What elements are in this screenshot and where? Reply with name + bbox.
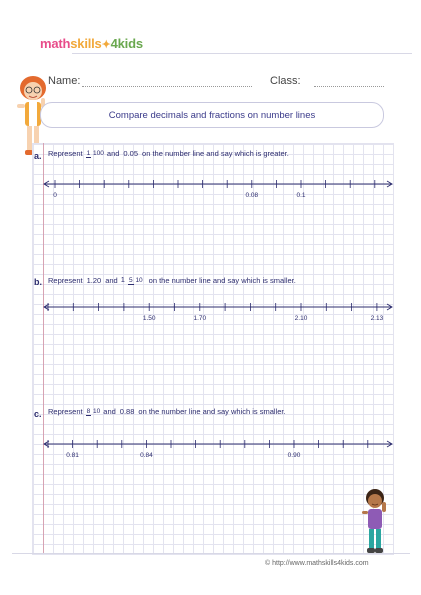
star-icon: ✦: [101, 39, 111, 51]
question-b-numerator: 5: [129, 277, 133, 284]
class-label: Class:: [270, 75, 301, 87]
name-label: Name:: [48, 75, 81, 87]
logo-part-skills: skills: [70, 36, 102, 51]
question-a-conj: and: [106, 149, 120, 158]
footer-divider: [12, 553, 410, 554]
question-c-other: 0.88: [119, 407, 135, 416]
question-c-letter: c.: [34, 409, 42, 419]
logo-part-math: math: [40, 36, 71, 51]
question-b-letter: b.: [34, 277, 42, 287]
question-b-suffix: on the number line and say which is smaller.: [148, 275, 296, 285]
question-a-prefix: Represent: [48, 149, 83, 158]
logo-part-4kids: 4kids: [110, 36, 143, 51]
worksheet-title-text: Compare decimals and fractions on number lines: [108, 109, 316, 121]
question-a-other: 0.05: [123, 149, 139, 158]
question-c-prefix: Represent: [48, 407, 83, 416]
question-c-conj: and: [103, 407, 116, 416]
number-line-label: 0.84: [140, 452, 153, 459]
question-c-denominator: 10: [93, 407, 101, 415]
question-a-suffix: on the number line and say which is greater.: [142, 149, 289, 158]
question-c-numerator: 8: [86, 407, 91, 415]
footer-url: © http://www.mathskills4kids.com: [265, 560, 369, 567]
question-c-suffix: on the number line and say which is smaller.: [138, 407, 286, 416]
question-b-other: 1.20: [86, 275, 102, 285]
number-line-label: 0.90: [287, 452, 301, 459]
question-b-denominator: 10: [135, 277, 143, 284]
question-b-conj: and: [105, 275, 118, 285]
number-line-label: 1.70: [193, 315, 207, 322]
number-line-label: 2.10: [294, 315, 308, 322]
question-a-denominator: 100: [93, 149, 104, 157]
number-line-label: 0.81: [66, 452, 79, 459]
question-a-letter: a.: [34, 151, 42, 161]
number-line-label: 0: [53, 192, 57, 199]
question-a-numerator: 1: [86, 149, 91, 157]
number-line-label: 1.50: [142, 315, 156, 322]
boy-illustration: [353, 488, 397, 560]
question-b-whole: 1: [120, 275, 125, 284]
question-b-prefix: Represent: [48, 275, 83, 285]
number-line-label: 2.13: [370, 315, 384, 322]
number-line-label: 0.1: [296, 192, 306, 199]
number-line-label: 0.08: [245, 192, 259, 199]
